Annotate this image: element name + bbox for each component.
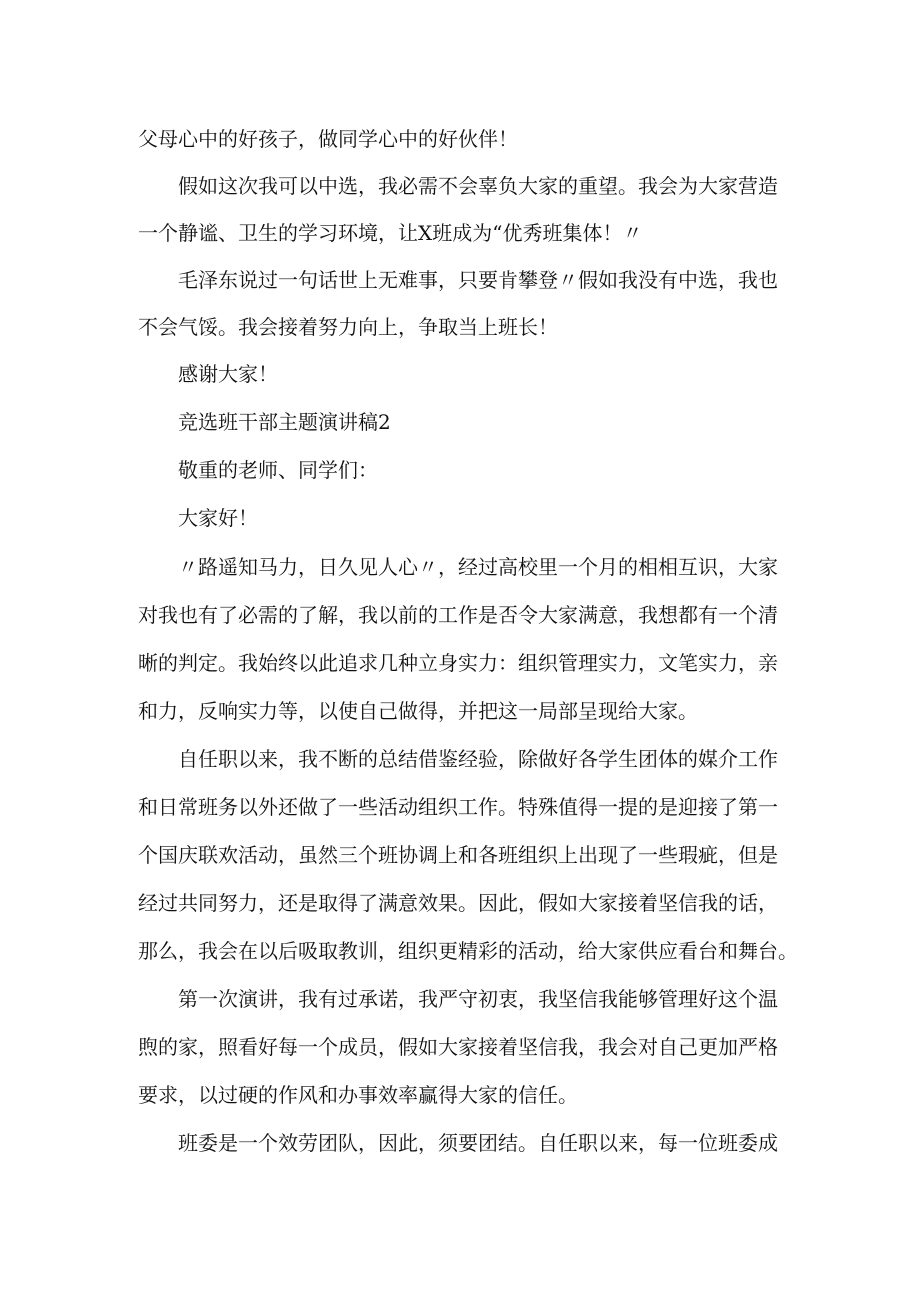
text-line: 对我也有了必需的了解，我以前的工作是否令大家满意，我想都有一个清 <box>138 603 778 627</box>
text-line: 班委是一个效劳团队，因此，须要团结。自任职以来，每一位班委成 <box>178 1131 778 1155</box>
text-line: 自任职以来，我不断的总结借鉴经验，除做好各学生团体的媒介工作 <box>178 747 778 771</box>
text-line: 和日常班务以外还做了一些活动组织工作。特殊值得一提的是迎接了第一 <box>138 795 778 819</box>
text-line: 假如这次我可以中选，我必需不会辜负大家的重望。我会为大家营造 <box>178 174 778 198</box>
text-line: 感谢大家！ <box>178 362 278 386</box>
salutation: 敬重的老师、同学们： <box>178 458 378 482</box>
text-line: 一个静谧、卫生的学习环境，让X班成为“优秀班集体！〃 <box>138 221 643 245</box>
text-line: 〃路遥知马力，日久见人心〃，经过高校里一个月的相相互识，大家 <box>178 555 778 579</box>
section-heading: 竞选班干部主题演讲稿2 <box>178 410 391 434</box>
text-line: 父母心中的好孩子，做同学心中的好伙伴！ <box>138 127 518 151</box>
text-line: 晰的判定。我始终以此追求几种立身实力：组织管理实力，文笔实力，亲 <box>138 651 778 675</box>
text-line: 那么，我会在以后吸取教训，组织更精彩的活动，给大家供应看台和舞台。 <box>138 939 798 963</box>
text-line: 煦的家，照看好每一个成员，假如大家接着坚信我，我会对自己更加严格 <box>138 1035 778 1059</box>
text-line: 毛泽东说过一句话世上无难事，只要肯攀登〃假如我没有中选，我也 <box>178 268 778 292</box>
text-line: 不会气馁。我会接着努力向上，争取当上班长！ <box>138 315 558 339</box>
greeting: 大家好！ <box>178 506 258 530</box>
text-line: 经过共同努力，还是取得了满意效果。因此，假如大家接着坚信我的话， <box>138 891 778 915</box>
text-line: 第一次演讲，我有过承诺，我严守初衷，我坚信我能够管理好这个温 <box>178 987 778 1011</box>
text-line: 个国庆联欢活动，虽然三个班协调上和各班组织上出现了一些瑕疵，但是 <box>138 843 778 867</box>
text-line: 和力，反响实力等，以使自己做得，并把这一局部呈现给大家。 <box>138 699 698 723</box>
text-line: 要求，以过硬的作风和办事效率赢得大家的信任。 <box>138 1083 578 1107</box>
